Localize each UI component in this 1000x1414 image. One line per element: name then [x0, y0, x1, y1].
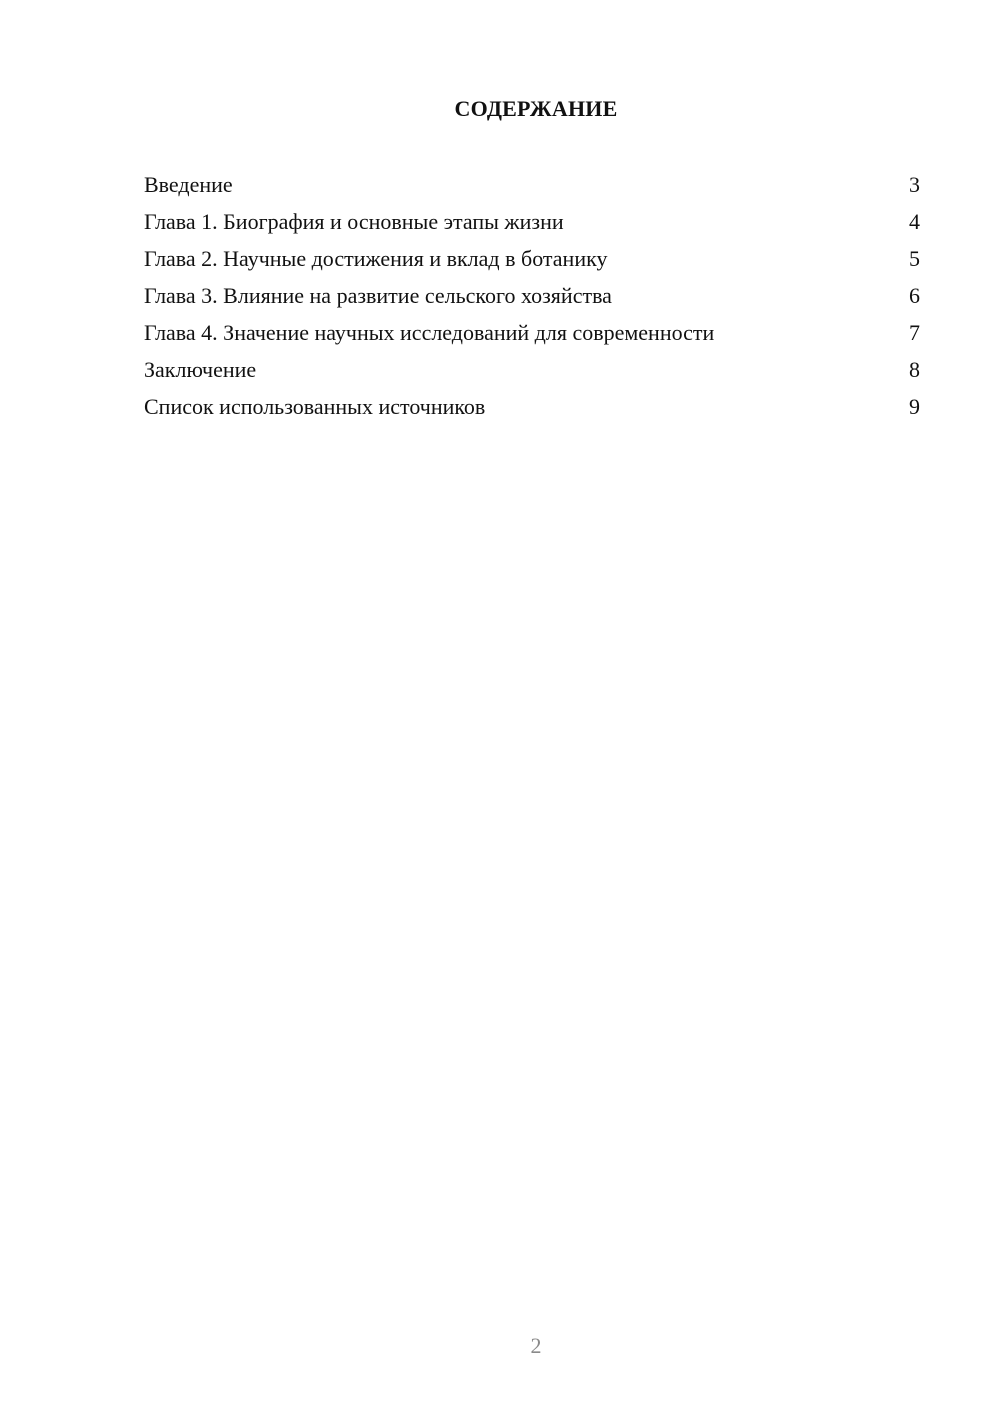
toc-entry-label: Глава 1. Биография и основные этапы жизни: [144, 209, 564, 234]
toc-entry: [144, 355, 920, 392]
toc-entry: [144, 170, 920, 207]
toc-entry: [144, 318, 920, 355]
toc-entry-label: Глава 3. Влияние на развитие сельского хозяйства: [144, 283, 612, 308]
toc-entry-page-number: 3: [909, 172, 920, 197]
toc-entry-page-number: 8: [909, 357, 920, 382]
toc-entry-page-number: 7: [909, 320, 920, 345]
toc-entry-label: Глава 2. Научные достижения и вклад в ботанику: [144, 246, 608, 271]
toc-entry-label: Заключение: [144, 357, 257, 382]
table-of-contents: [144, 170, 920, 429]
toc-entry-page-number: 5: [909, 246, 920, 271]
toc-entry: [144, 281, 920, 318]
toc-entry-label: Введение: [144, 172, 233, 197]
toc-entry-page-number: 9: [909, 394, 920, 419]
toc-entry: [144, 392, 920, 429]
toc-entry: [144, 207, 920, 244]
page-number: 2: [530, 1333, 542, 1358]
toc-entry-label: Глава 4. Значение научных исследований для современности: [144, 320, 715, 345]
toc-entry-page-number: 4: [909, 209, 920, 234]
toc-title: СОДЕРЖАНИЕ: [454, 96, 618, 121]
toc-entry: [144, 244, 920, 281]
toc-entry-page-number: 6: [909, 283, 920, 308]
toc-entry-label: Список использованных источников: [144, 394, 486, 419]
